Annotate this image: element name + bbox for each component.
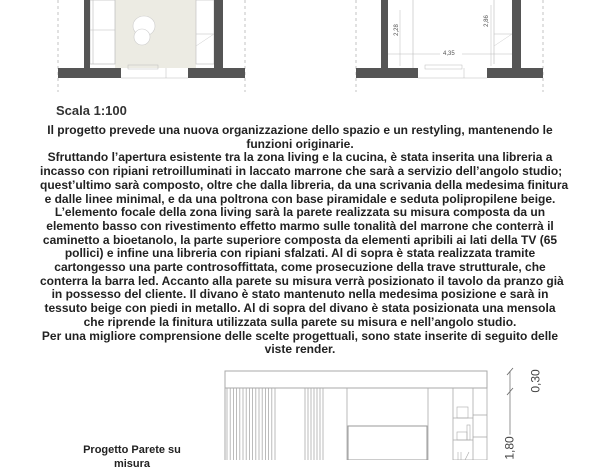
description-line: tessuto beige con piedi in metallo. Al di sopra del divano è stata posizionata una mensola bbox=[44, 301, 556, 316]
chair bbox=[134, 29, 150, 45]
description-line: elemento basso con rivestimento effetto marmo sulle tonalità del marrone che conterrà il bbox=[46, 218, 554, 233]
dimension-top: 0,30 bbox=[528, 369, 543, 393]
sofa bbox=[90, 0, 115, 64]
description-line: conterra la barra led. Accanto alla parete su misura verrà posizionato il tavolo da pranzo già bbox=[40, 273, 564, 288]
project-description bbox=[40, 123, 569, 357]
dimension-height-right: 2,86 bbox=[483, 15, 490, 27]
bookcase bbox=[196, 0, 214, 64]
shelving bbox=[453, 388, 487, 460]
tv bbox=[348, 426, 427, 460]
description-line: in possesso del cliente. Il divano è stato mantenuto nella medesima posizione e sarà in bbox=[51, 287, 549, 302]
floor-plan-left bbox=[58, 0, 245, 92]
dimension-width: 4,35 bbox=[443, 51, 455, 57]
description-line: Il progetto prevede una nuova organizzazione dello spazio e un restyling, mantenendo le bbox=[47, 123, 553, 137]
description-line: caminetto a bioetanolo, la parte superiore composta da elementi apribili ai lati della TV (65 bbox=[42, 232, 558, 247]
tv-cabinet bbox=[347, 388, 428, 460]
description-line: e dalle linee minimal, e da una poltrona con base piramidale e seduta polipropilene beige. bbox=[44, 191, 556, 206]
description-line: Sfruttando l’apertura esistente tra la zona living e la cucina, è stata inserita una libreria a bbox=[47, 150, 553, 165]
description-line: quest’ultimo sarà composto, oltre che dalla libreria, da una scrivania della medesima finitura bbox=[40, 177, 569, 192]
description-line: funzioni originarie. bbox=[246, 136, 354, 151]
scale-label: Scala 1:100 bbox=[56, 103, 127, 118]
caption-line: misura bbox=[113, 458, 151, 470]
description-line: pollici) e infine una libreria con ripiani sfalzati. Al di sopra è stata realizzata tramite bbox=[64, 246, 536, 261]
wall-elevation bbox=[225, 368, 513, 460]
description-line: L’elemento focale della zona living sarà la parete realizzata su misura composta da un bbox=[54, 205, 546, 220]
description-line: incasso con ripiani retroilluminati in laccato marrone che sarà a servizio dell’angolo studio; bbox=[40, 164, 563, 179]
floor-plan-right bbox=[356, 0, 543, 92]
elevation-caption bbox=[72, 443, 192, 471]
description-line: Per una migliore comprensione delle scelte progettuali, sono state inserite di seguito delle bbox=[41, 328, 559, 343]
caption-line: Progetto Parete su bbox=[83, 444, 181, 456]
dimension-main: 1,80 bbox=[502, 436, 517, 460]
dimension-height-left: 2,28 bbox=[393, 24, 400, 36]
rug-area bbox=[115, 0, 196, 68]
description-line: viste render. bbox=[264, 342, 336, 357]
description-line: cartongesso una parte controsoffittata, come prosecuzione della trave strutturale, che bbox=[54, 260, 546, 275]
description-line: che riprende la finitura utilizzata sulla parete su misura e nell’angolo studio. bbox=[83, 314, 517, 329]
